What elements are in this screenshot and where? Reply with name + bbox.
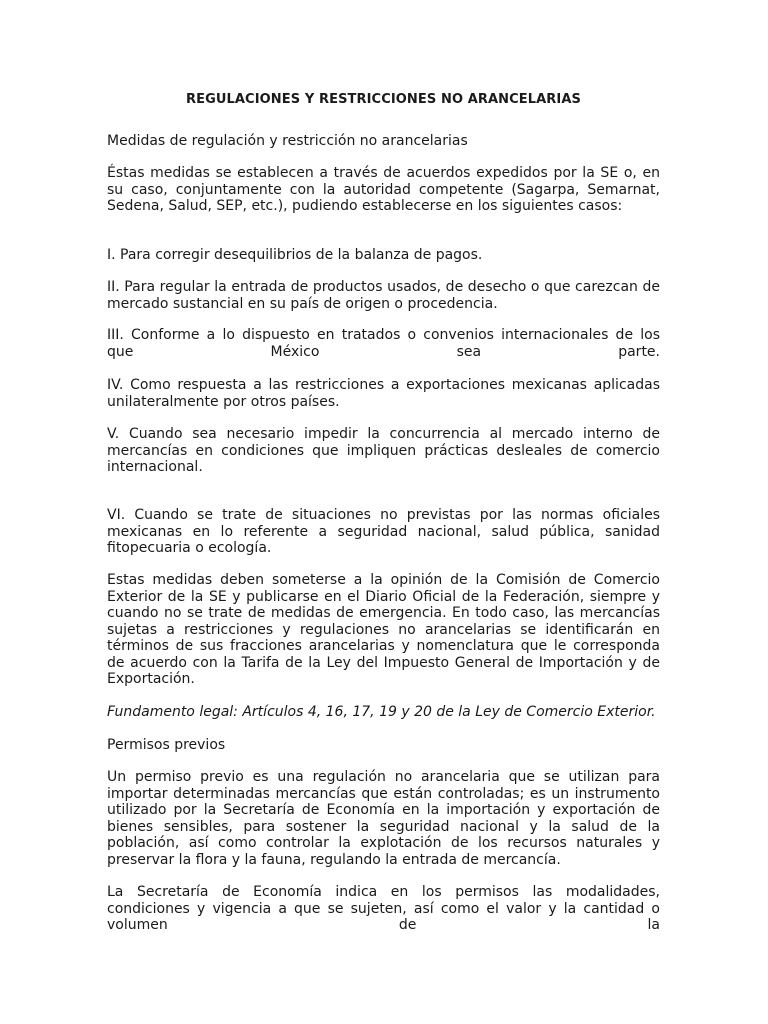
case-item-2: II. Para regular la entrada de productos usados, de desecho o que carezcan de mercado sustancial en su país de origen o procedencia. [107, 279, 660, 312]
legal-basis: Fundamento legal: Artículos 4, 16, 17, 19 y 20 de la Ley de Comercio Exterior. [107, 704, 656, 720]
case-item-3: III. Conforme a lo dispuesto en tratados o convenios internacionales de los que México sea parte. [107, 327, 660, 360]
case-item-4: IV. Como respuesta a las restricciones a exportaciones mexicanas aplicadas unilateralmente por otros países. [107, 377, 660, 410]
last-paragraph: La Secretaría de Economía indica en los permisos las modalidades, condiciones y vigencia a que se sujeten, así como el valor y la cantidad o volumen de la [107, 884, 660, 933]
permiso-paragraph: Un permiso previo es una regulación no arancelaria que se utilizan para importar determinadas mercancías que están controladas; es un instrumento utilizado por la Secretaría de Economía en la importación y exportación de bienes sensibles, para sostener la seguridad nacional y la salud de la población, así como controlar la explotación de los recursos naturales y preservar la flora y la fauna, regulando la entrada de mercancía. [107, 769, 660, 868]
case-item-1: I. Para corregir desequilibrios de la balanza de pagos. [107, 247, 483, 263]
case-item-6: VI. Cuando se trate de situaciones no previstas por las normas oficiales mexicanas en lo referente a seguridad nacional, salud pública, sanidad fitopecuaria o ecología. [107, 507, 660, 556]
document-title: REGULACIONES Y RESTRICCIONES NO ARANCELARIAS [186, 92, 581, 107]
intro-paragraph: Éstas medidas se establecen a través de acuerdos expedidos por la SE o, en su caso, conjuntamente con la autoridad competente (Sagarpa, Semarnat, Sedena, Salud, SEP, etc.), pudiendo establecerse en los siguientes casos: [107, 165, 660, 214]
section-heading-medidas: Medidas de regulación y restricción no arancelarias [107, 133, 468, 149]
case-item-5: V. Cuando sea necesario impedir la concurrencia al mercado interno de mercancías en condiciones que impliquen prácticas desleales de comercio internacional. [107, 426, 660, 475]
opinion-paragraph: Estas medidas deben someterse a la opinión de la Comisión de Comercio Exterior de la SE y publicarse en el Diario Oficial de la Federación, siempre y cuando no se trate de medidas de emergencia. En todo caso, las mercancías sujetas a restricciones y regulaciones no arancelarias se identificarán en términos de sus fracciones arancelarias y nomenclatura que le corresponda de acuerdo con la Tarifa de la Ley del Impuesto General de Importación y de Exportación. [107, 572, 660, 687]
section-heading-permisos: Permisos previos [107, 737, 226, 753]
